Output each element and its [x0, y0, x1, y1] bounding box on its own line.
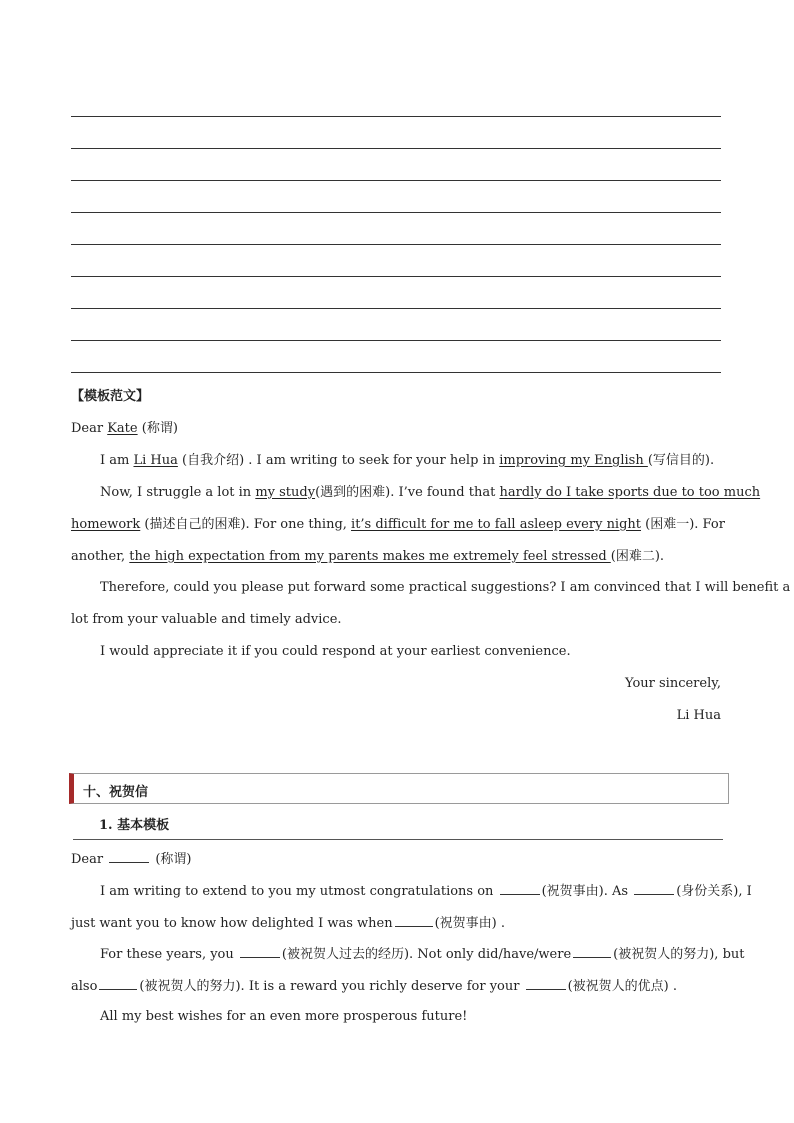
text-span: (被祝贺人的努力), but — [613, 947, 745, 962]
sample-paragraph-2-line-1 — [71, 485, 761, 501]
underlined-text: homework — [71, 517, 141, 532]
text-span: (困难一). For — [641, 517, 725, 532]
intro-purpose-note: (写信目的). — [647, 453, 715, 468]
underlined-text: the high expectation from my parents makes me extremely feel stressed — [129, 549, 611, 564]
fill-blank[interactable] — [109, 850, 149, 863]
text-span: (被祝贺人的优点) . — [567, 979, 678, 994]
text-span: Now, I struggle a lot in — [100, 485, 256, 500]
text-span: For these years, you — [100, 947, 238, 962]
fill-blank[interactable] — [240, 945, 280, 958]
template-title: 【模板范文】 — [71, 389, 150, 404]
intro-prefix: I am — [100, 453, 134, 468]
fill-blank[interactable] — [526, 977, 566, 990]
fill-blank[interactable] — [634, 882, 674, 895]
intro-name: Li Hua — [133, 453, 178, 468]
section-heading-box — [69, 773, 729, 804]
text-span: I am writing to extend to you my utmost congratulations on — [100, 884, 498, 899]
text-span: just want you to know how delighted I was when — [71, 916, 393, 931]
writing-line[interactable] — [71, 244, 721, 245]
text-span: (身份关系), I — [676, 884, 752, 899]
text-span: (被祝贺人的努力). It is a reward you richly deserve for your — [139, 979, 524, 994]
text-span: (称谓) — [151, 852, 192, 867]
underlined-text: my study — [255, 485, 316, 500]
congrats-line-1 — [71, 882, 752, 900]
writing-line[interactable] — [71, 180, 721, 181]
subheading-divider — [73, 839, 723, 840]
congrats-line-5: All my best wishes for an even more prosperous future! — [100, 1009, 468, 1024]
sample-paragraph-4: I would appreciate it if you could respond at your earliest convenience. — [100, 644, 571, 659]
writing-line[interactable] — [71, 308, 721, 309]
congrats-line-4 — [71, 977, 721, 995]
text-span: Dear — [71, 852, 108, 867]
fill-blank[interactable] — [500, 882, 540, 895]
salutation-note: (称谓) — [137, 421, 178, 436]
sample-paragraph-3-line-2: lot from your valuable and timely advice. — [71, 612, 342, 627]
writing-line[interactable] — [71, 116, 721, 117]
text-span: (困难二). — [610, 549, 665, 564]
intro-purpose: improving my English — [499, 453, 648, 468]
fill-blank[interactable] — [573, 945, 611, 958]
sample-signature: Li Hua — [676, 708, 721, 723]
fill-blank[interactable] — [395, 914, 433, 927]
section-subheading: 1. 基本模板 — [99, 818, 170, 833]
sample-paragraph-2-line-3 — [71, 549, 721, 565]
writing-line[interactable] — [71, 212, 721, 213]
text-span: (描述自己的困难). For one thing, — [140, 517, 352, 532]
intro-note: (自我介绍) . I am writing to seek for your help in — [177, 453, 500, 468]
writing-line[interactable] — [71, 276, 721, 277]
text-span: (祝贺事由) . — [434, 916, 506, 931]
sample-closing: Your sincerely, — [625, 676, 721, 691]
text-span: also — [71, 979, 98, 994]
writing-line[interactable] — [71, 340, 721, 341]
sample-intro — [71, 453, 721, 469]
sample-salutation — [71, 421, 721, 437]
text-span: another, — [71, 549, 130, 564]
congrats-line-2 — [71, 914, 721, 932]
salutation-name: Kate — [107, 421, 138, 436]
fill-blank[interactable] — [99, 977, 137, 990]
salutation-prefix: Dear — [71, 421, 108, 436]
section-heading: 十、祝贺信 — [83, 785, 149, 800]
text-span: (被祝贺人过去的经历). Not only did/have/were — [281, 947, 572, 962]
text-span: (遇到的困难). I’ve found that — [315, 485, 500, 500]
underlined-text: it’s difficult for me to fall asleep every night — [351, 517, 642, 532]
congrats-line-3 — [71, 945, 745, 963]
underlined-text: hardly do I take sports due to too much — [499, 485, 761, 500]
writing-line[interactable] — [71, 148, 721, 149]
writing-line[interactable] — [71, 372, 721, 373]
text-span: (祝贺事由). As — [541, 884, 633, 899]
sample-paragraph-2-line-2 — [71, 517, 725, 533]
congrats-salutation — [71, 850, 721, 868]
sample-paragraph-3-line-1: Therefore, could you please put forward some practical suggestions? I am convinced that I will benefit a — [100, 580, 791, 595]
